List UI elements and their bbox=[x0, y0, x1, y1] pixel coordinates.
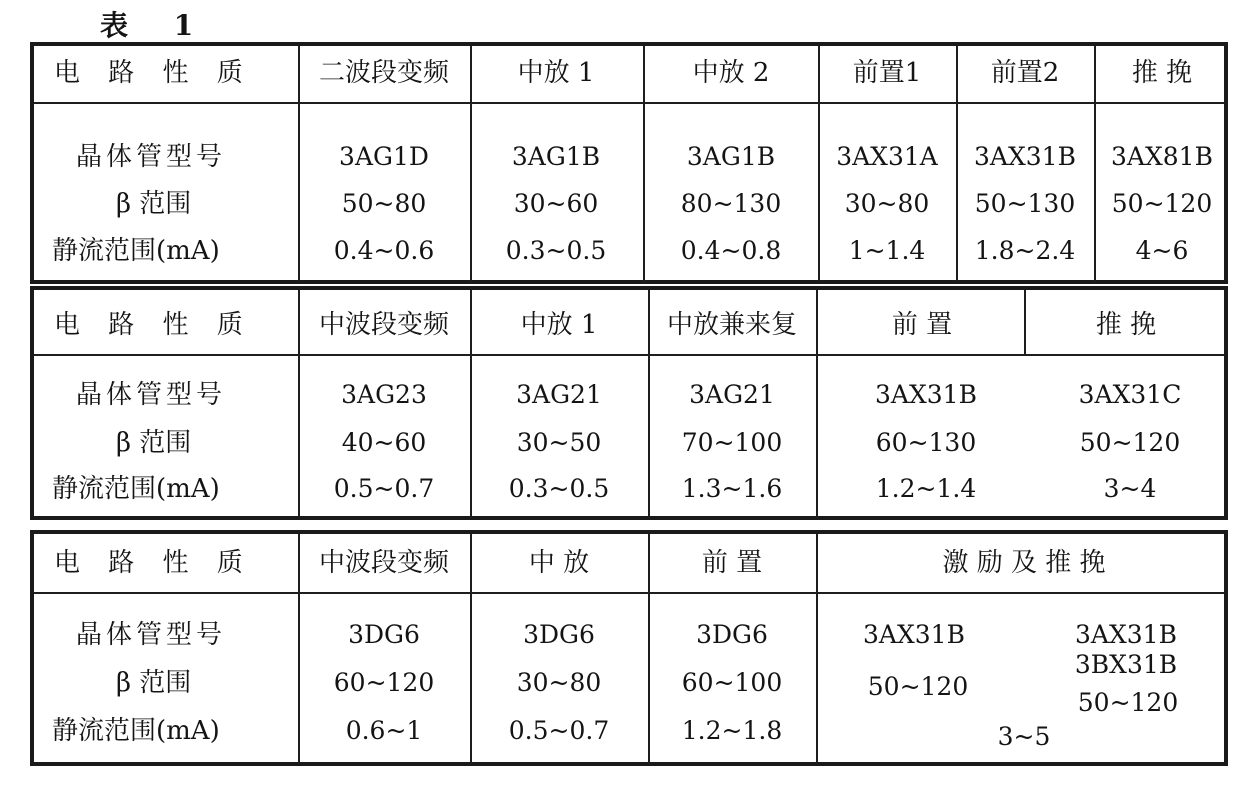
current-range: 0.5~0.7 bbox=[508, 716, 610, 745]
row-label-circuit: 电 路 性 质 bbox=[54, 548, 253, 578]
beta-range: 60~100 bbox=[681, 668, 783, 697]
transistor-model: 3AX31B bbox=[875, 380, 977, 409]
table-section-3 bbox=[30, 530, 1228, 766]
row-label-current: 静流范围(mA) bbox=[52, 474, 220, 504]
column-divider bbox=[816, 290, 818, 518]
header-divider bbox=[34, 102, 1224, 104]
column-header: 推 挽 bbox=[1131, 58, 1193, 88]
beta-range: 50~80 bbox=[341, 189, 427, 218]
column-divider bbox=[648, 290, 650, 518]
transistor-model: 3AX31C bbox=[1078, 380, 1182, 409]
row-label-transistor: 晶体管型号 bbox=[76, 142, 227, 172]
beta-range: 50~120 bbox=[1079, 428, 1181, 457]
row-label-transistor: 晶体管型号 bbox=[76, 620, 227, 650]
transistor-model: 3AG1B bbox=[686, 142, 776, 171]
transistor-model: 3AG21 bbox=[689, 380, 775, 409]
beta-range: 30~60 bbox=[513, 189, 599, 218]
row-label-beta: β 范围 bbox=[116, 189, 192, 219]
column-header: 前置1 bbox=[852, 58, 922, 88]
transistor-model: 3AG21 bbox=[516, 380, 602, 409]
beta-range: 30~80 bbox=[516, 668, 602, 697]
current-range: 0.6~1 bbox=[345, 716, 423, 745]
column-header: 前 置 bbox=[891, 310, 953, 340]
transistor-model: 3BX31B bbox=[1074, 650, 1178, 679]
current-range: 0.3~0.5 bbox=[505, 236, 607, 265]
column-divider bbox=[648, 534, 650, 764]
beta-range: 30~50 bbox=[516, 428, 602, 457]
column-divider bbox=[470, 290, 472, 518]
current-range: 3~4 bbox=[1103, 474, 1157, 503]
current-range: 0.4~0.8 bbox=[680, 236, 782, 265]
row-label-transistor: 晶体管型号 bbox=[76, 380, 227, 410]
column-header: 前 置 bbox=[701, 548, 763, 578]
current-range: 1.8~2.4 bbox=[974, 236, 1076, 265]
beta-range: 50~130 bbox=[974, 189, 1076, 218]
column-divider bbox=[818, 46, 820, 282]
table-title: 表 1 bbox=[100, 9, 212, 42]
beta-range: 50~120 bbox=[1111, 189, 1213, 218]
beta-range: 50~120 bbox=[1077, 688, 1179, 717]
transistor-model: 3AX31A bbox=[836, 142, 938, 171]
table-section-1 bbox=[30, 42, 1228, 284]
column-divider bbox=[643, 46, 645, 282]
transistor-model: 3AG1D bbox=[339, 142, 429, 171]
transistor-model: 3AX31B bbox=[974, 142, 1076, 171]
transistor-model: 3AX31B bbox=[1075, 620, 1177, 649]
column-header: 二波段变频 bbox=[318, 58, 450, 88]
column-header: 中放 1 bbox=[517, 58, 595, 88]
transistor-model: 3AG23 bbox=[341, 380, 427, 409]
beta-range: 30~80 bbox=[844, 189, 930, 218]
table-section-2 bbox=[30, 286, 1228, 520]
beta-range: 70~100 bbox=[681, 428, 783, 457]
beta-range: 60~130 bbox=[875, 428, 977, 457]
transistor-model: 3DG6 bbox=[523, 620, 595, 649]
column-divider bbox=[470, 46, 472, 282]
header-divider bbox=[34, 354, 1224, 356]
transistor-model: 3DG6 bbox=[696, 620, 768, 649]
transistor-model: 3AX81B bbox=[1111, 142, 1213, 171]
column-divider bbox=[298, 534, 300, 764]
column-header: 前置2 bbox=[990, 58, 1060, 88]
row-label-current: 静流范围(mA) bbox=[52, 716, 220, 746]
column-header: 中放 1 bbox=[520, 310, 598, 340]
row-label-current: 静流范围(mA) bbox=[52, 236, 220, 266]
row-label-circuit: 电 路 性 质 bbox=[54, 310, 253, 340]
column-divider bbox=[1024, 290, 1026, 356]
current-range: 1.2~1.8 bbox=[681, 716, 783, 745]
transistor-model: 3AG1B bbox=[511, 142, 601, 171]
beta-range: 50~120 bbox=[867, 672, 969, 701]
column-divider bbox=[298, 290, 300, 518]
column-divider bbox=[1094, 46, 1096, 282]
beta-range: 40~60 bbox=[341, 428, 427, 457]
current-range: 3~5 bbox=[997, 722, 1051, 751]
row-label-beta: β 范围 bbox=[116, 428, 192, 458]
row-label-circuit: 电 路 性 质 bbox=[54, 58, 253, 88]
column-header: 中波段变频 bbox=[318, 548, 450, 578]
current-range: 4~6 bbox=[1135, 236, 1189, 265]
current-range: 0.4~0.6 bbox=[333, 236, 435, 265]
current-range: 0.5~0.7 bbox=[333, 474, 435, 503]
column-header: 推 挽 bbox=[1095, 310, 1157, 340]
column-header: 中放 2 bbox=[692, 58, 770, 88]
column-header: 中放兼来复 bbox=[666, 310, 798, 340]
column-header: 激 励 及 推 挽 bbox=[942, 548, 1106, 578]
column-divider bbox=[298, 46, 300, 282]
column-divider bbox=[956, 46, 958, 282]
transistor-model: 3DG6 bbox=[348, 620, 420, 649]
header-divider bbox=[34, 592, 1224, 594]
column-header: 中 放 bbox=[528, 548, 590, 578]
column-divider bbox=[816, 534, 818, 764]
beta-range: 60~120 bbox=[333, 668, 435, 697]
current-range: 0.3~0.5 bbox=[508, 474, 610, 503]
beta-range: 80~130 bbox=[680, 189, 782, 218]
current-range: 1.3~1.6 bbox=[681, 474, 783, 503]
row-label-beta: β 范围 bbox=[116, 668, 192, 698]
current-range: 1~1.4 bbox=[848, 236, 926, 265]
transistor-model: 3AX31B bbox=[863, 620, 965, 649]
column-divider bbox=[470, 534, 472, 764]
current-range: 1.2~1.4 bbox=[875, 474, 977, 503]
column-header: 中波段变频 bbox=[318, 310, 450, 340]
